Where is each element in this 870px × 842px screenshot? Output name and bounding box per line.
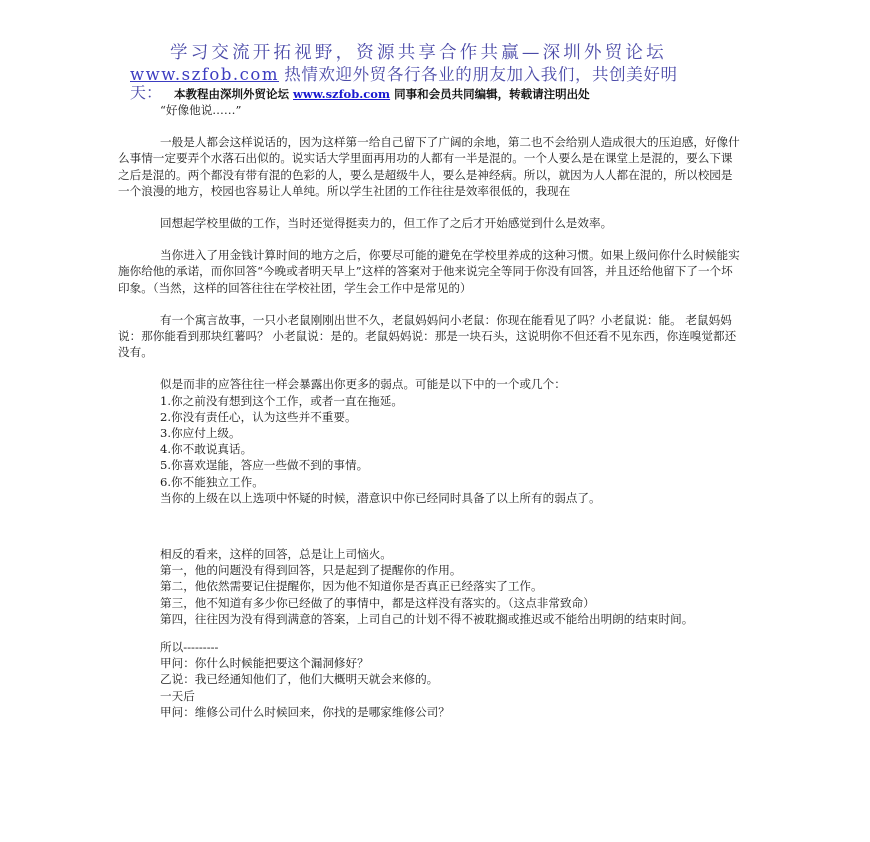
note-forum-link[interactable]: www.szfob.com <box>293 87 391 101</box>
consequence-fourth: 第四，往往因为没有得到满意的答案，上司自己的计划不得不被耽搁或推迟或不能给出明朗的结束时间。 <box>160 611 694 626</box>
paragraph-2: 回想起学校里做的工作，当时还觉得挺卖力的，但工作了之后才开始感觉到什么是效率。 <box>160 216 613 231</box>
paragraph-1: 一般是人都会这样说话的，因为这样第一给自己留下了广阔的余地，第二也不会给别人造成很大的压迫感，好像什么事情一定要弄个水落石出似的。说实话大学里面再用功的人都有一半是混的。一个人要么是在课堂上是混的，要么下课之后是混的。两个都没有带有混的色彩的人，要么是超级牛人，要么是神经病。所以，就因为人人都在混的，所以校园是一个浪漫的地方，校园也容易让人单纯。所以学生社团的工作往往是效率很低的，我现在 <box>118 135 740 198</box>
paragraph-4: 有一个寓言故事，一只小老鼠刚刚出世不久，老鼠妈妈问小老鼠：你现在能看见了吗？小老鼠说：能。 老鼠妈妈说：那你能看到那块红薯吗？ 小老鼠说：是的。老鼠妈妈说：那是一块石头，这说明你不但还看不见东西，你连嗅觉都还没有。 <box>118 312 737 360</box>
consequence-line: 第一，他的问题没有得到回答，只是起到了提醒你的作用。 <box>160 563 462 578</box>
consequence-line: 第二，他依然需要记住提醒你，因为他不知道你是否真正已经落实了工作。 <box>160 579 543 594</box>
consequence-line: 第三，他不知道有多少你已经做了的事情中，都是这样没有落实的。（这点非常致命） <box>160 595 595 610</box>
header-slogan: 学习交流开拓视野，资源共享合作共赢—深圳外贸论坛 <box>170 43 667 63</box>
paragraph-3: 当你进入了用金钱计算时间的地方之后，你要尽可能的避免在学校里养成的这种习惯。如果上级问你什么时候能实施你给他的承诺，而你回答“今晚或者明天早上”这样的答案对于他来说完全等同于你没有回答，并且还给他留下了一个坏印象。（当然，这样的回答往往在学校社团，学生会工作中是常见的） <box>118 248 740 295</box>
weakness-conclusion: 当你的上级在以上选项中怀疑的时候，潜意识中你已经同时具备了以上所有的弱点了。 <box>160 490 601 505</box>
consequence-line: 相反的看来，这样的回答，总是让上司恼火。 <box>160 547 392 562</box>
header-welcome: 热情欢迎外贸各行各业的朋友加入我们，共创美好明 <box>284 65 678 84</box>
header-line-3 <box>130 80 590 103</box>
header-welcome-end: 天： <box>130 83 163 102</box>
dialogue-line: 所以--------- <box>160 640 219 655</box>
list-item: 2.你没有责任心，认为这些并不重要。 <box>160 409 357 424</box>
list-item: 4.你不敢说真话。 <box>160 442 253 457</box>
quote-line: “好像他说……” <box>160 103 242 117</box>
dialogue-line: 甲问：维修公司什么时候回来，你找的是哪家维修公司？ <box>160 704 450 719</box>
dialogue-line: 乙说：我已经通知他们了，他们大概明天就会来修的。 <box>160 672 439 687</box>
document-body <box>118 102 743 720</box>
dialogue-line: 甲问：你什么时候能把要这个漏洞修好？ <box>160 656 369 671</box>
list-item: 5.你喜欢逞能，答应一些做不到的事情。 <box>160 458 369 473</box>
list-item: 1.你之前没有想到这个工作，或者一直在拖延。 <box>160 393 403 408</box>
list-item: 3.你应付上级。 <box>160 426 241 441</box>
forum-link[interactable]: www.szfob.com <box>130 65 279 84</box>
dialogue-line: 一天后 <box>160 688 195 703</box>
list-item: 6.你不能独立工作。 <box>160 474 264 489</box>
weakness-intro: 似是而非的应答往往一样会暴露出你更多的弱点。可能是以下中的一个或几个： <box>160 377 566 392</box>
copyright-note: 本教程由深圳外贸论坛 www.szfob.com 同事和会员共同编辑，转载请注明出处 <box>174 87 590 101</box>
